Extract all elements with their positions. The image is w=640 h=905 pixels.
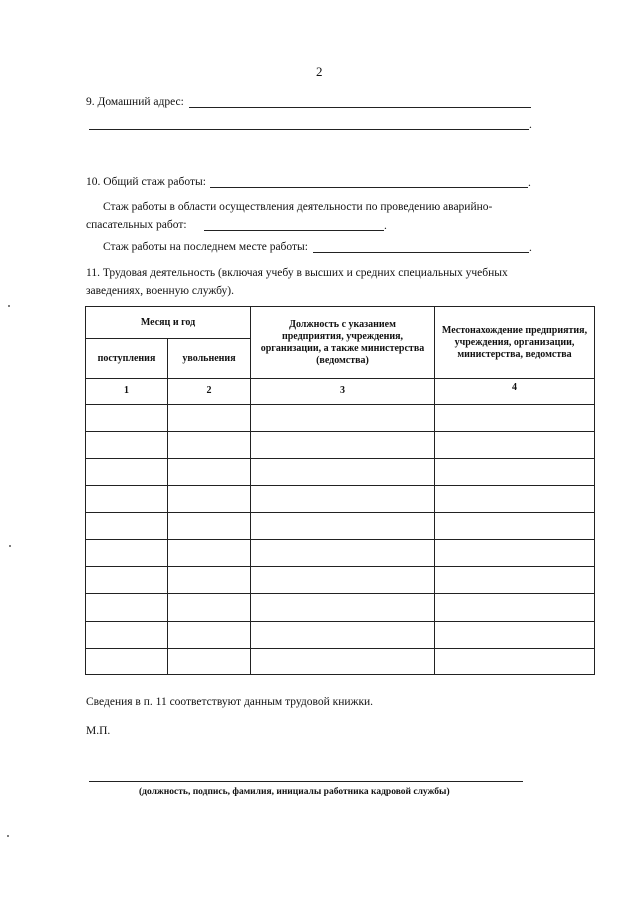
column-number: 1 [86,379,168,404]
work-history-table [85,306,595,675]
table-row [86,540,595,567]
total-experience-label: 10. Общий стаж работы: [86,176,206,188]
entry-cell[interactable] [86,404,168,431]
location-cell[interactable] [435,567,595,594]
header-exit: увольнения [168,339,251,379]
position-cell[interactable] [251,594,435,621]
total-experience-line[interactable] [210,187,528,188]
exit-cell[interactable] [168,458,251,485]
table-row [86,594,595,621]
location-cell[interactable] [435,404,595,431]
location-cell[interactable] [435,594,595,621]
table-row [86,458,595,485]
home-address-line-1[interactable] [189,107,531,108]
position-cell[interactable] [251,485,435,512]
scan-speck [7,835,9,837]
column-numbers-row [86,379,595,404]
position-cell[interactable] [251,513,435,540]
exit-cell[interactable] [168,648,251,674]
header-location: Местонахождение предприятия, учреждения, организации, министерства, ведомства [435,307,595,379]
rescue-experience-line[interactable] [204,230,384,231]
exit-cell[interactable] [168,431,251,458]
signature-line[interactable] [89,781,523,782]
rescue-experience-end-mark: . [384,220,387,232]
rescue-experience-label-line2: спасательных работ: [86,219,187,231]
work-history-label-line2: заведениях, военную службу). [86,285,234,297]
location-cell[interactable] [435,540,595,567]
entry-cell[interactable] [86,648,168,674]
table-row [86,485,595,512]
signature-caption: (должность, подпись, фамилия, инициалы работника кадровой службы) [139,787,450,797]
last-place-experience-line[interactable] [313,252,529,253]
home-address-label: 9. Домашний адрес: [86,96,184,108]
exit-cell[interactable] [168,567,251,594]
table-row [86,648,595,674]
verification-note: Сведения в п. 11 соответствуют данным трудовой книжки. [86,696,374,708]
position-cell[interactable] [251,648,435,674]
exit-cell[interactable] [168,594,251,621]
location-cell[interactable] [435,513,595,540]
scan-speck [9,545,11,547]
stamp-place: М.П. [86,725,111,737]
table-row [86,567,595,594]
home-address-end-mark: . [529,119,532,131]
entry-cell[interactable] [86,513,168,540]
entry-cell[interactable] [86,458,168,485]
position-cell[interactable] [251,540,435,567]
page-number: 2 [316,64,323,79]
exit-cell[interactable] [168,485,251,512]
exit-cell[interactable] [168,540,251,567]
exit-cell[interactable] [168,404,251,431]
entry-cell[interactable] [86,567,168,594]
header-month-year: Месяц и год [86,307,251,339]
header-entry: поступления [86,339,168,379]
position-cell[interactable] [251,621,435,648]
column-number: 2 [168,379,251,404]
entry-cell[interactable] [86,540,168,567]
location-cell[interactable] [435,621,595,648]
last-place-experience-end-mark: . [529,242,532,254]
position-cell[interactable] [251,458,435,485]
exit-cell[interactable] [168,621,251,648]
table-row [86,513,595,540]
entry-cell[interactable] [86,594,168,621]
table-row [86,431,595,458]
position-cell[interactable] [251,567,435,594]
header-position: Должность с указанием предприятия, учреждения, организации, а также министерства (ведомства) [251,307,435,379]
column-number: 4 [435,379,595,404]
entry-cell[interactable] [86,621,168,648]
location-cell[interactable] [435,431,595,458]
total-experience-end-mark: . [528,177,531,189]
entry-cell[interactable] [86,431,168,458]
home-address-line-2[interactable] [89,129,529,130]
entry-cell[interactable] [86,485,168,512]
column-number: 3 [251,379,435,404]
location-cell[interactable] [435,648,595,674]
last-place-experience-label: Стаж работы на последнем месте работы: [103,241,308,253]
exit-cell[interactable] [168,513,251,540]
table-row [86,621,595,648]
scan-speck [8,305,10,307]
position-cell[interactable] [251,404,435,431]
location-cell[interactable] [435,485,595,512]
table-row [86,404,595,431]
rescue-experience-label-line1: Стаж работы в области осуществления деятельности по проведению аварийно- [103,201,493,213]
work-history-label-line1: 11. Трудовая деятельность (включая учебу в высших и средних специальных учебных [86,267,508,279]
location-cell[interactable] [435,458,595,485]
position-cell[interactable] [251,431,435,458]
